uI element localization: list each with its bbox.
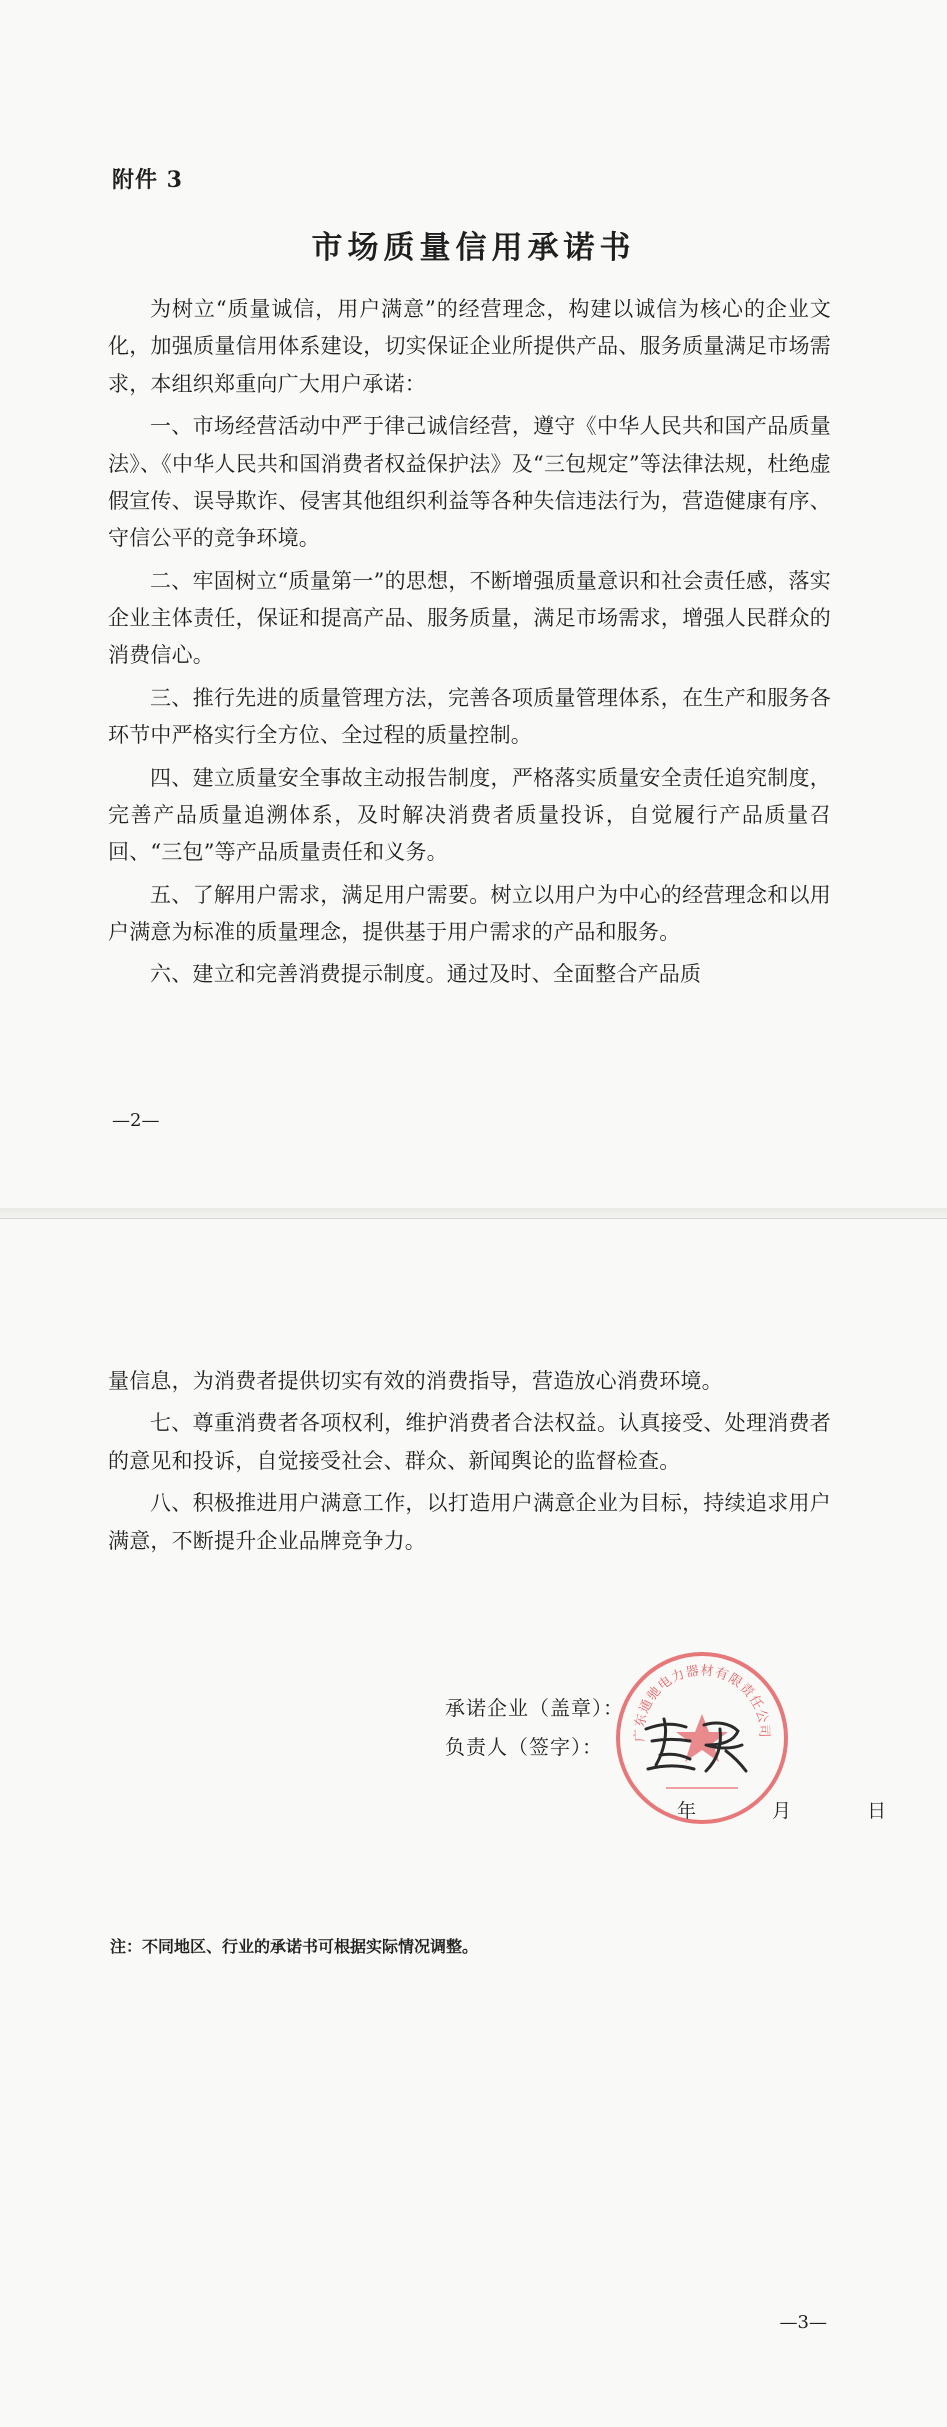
- seal-text: 广东通驰电力器材有限责任公司: [632, 1663, 772, 1743]
- commitment-paragraph-7: 七、尊重消费者各项权利，维护消费者合法权益。认真接受、处理消费者的意见和投诉，自觉接受社会、群众、新闻舆论的监督检查。: [108, 1411, 831, 1473]
- commitment-paragraph-5: 五、了解用户需求，满足用户需要。树立以用户为中心的经营理念和以用户满意为标准的质量理念，提供基于用户需求的产品和服务。: [108, 882, 831, 944]
- commitment-paragraph-6-start: 六、建立和完善消费提示制度。通过及时、全面整合产品质: [150, 962, 702, 987]
- date-year: 年: [677, 1800, 697, 1822]
- commitment-paragraph-4: 四、建立质量安全事故主动报告制度，严格落实质量安全责任追究制度，完善产品质量追溯体系，及时解决消费者质量投诉，自觉履行产品质量召回、“三包”等产品质量责任和义务。: [108, 765, 831, 865]
- company-seal-label: 承诺企业（盖章）：: [445, 1696, 624, 1720]
- page-gap: [0, 1208, 947, 1218]
- page2-body: [108, 1363, 831, 1565]
- document-page-2: [0, 0, 947, 1208]
- commitment-paragraph-2: 二、牢固树立“质量第一”的思想，不断增强质量意识和社会责任感，落实企业主体责任，保证和提高产品、服务质量，满足市场需求，增强人民群众的消费信心。: [108, 568, 831, 668]
- document-page-3: [0, 1218, 947, 2427]
- page-number: —3—: [779, 2312, 827, 2333]
- commitment-paragraph-6-end: 量信息，为消费者提供切实有效的消费指导，营造放心消费环境。: [108, 1369, 723, 1393]
- document-title: 市场质量信用承诺书: [311, 230, 636, 266]
- annex-label: 附件 3: [112, 167, 183, 193]
- commitment-paragraph-3: 三、推行先进的质量管理方法，完善各项质量管理体系，在生产和服务各环节中严格实行全方位、全过程的质量控制。: [108, 685, 831, 748]
- commitment-paragraph-8: 八、积极推进用户满意工作，以打造用户满意企业为目标，持续追求用户满意，不断提升企业品牌竞争力。: [108, 1491, 831, 1553]
- page1-body: [108, 291, 831, 999]
- intro-paragraph: 为树立“质量诚信，用户满意”的经营理念，构建以诚信为核心的企业文化，加强质量信用体系建设，切实保证企业所提供产品、服务质量满足市场需求，本组织郑重向广大用户承诺：: [108, 297, 831, 396]
- handwritten-signature: [634, 1711, 752, 1775]
- leader-signature-label: 负责人（签字）：: [445, 1735, 603, 1759]
- date-line: [677, 1796, 886, 1823]
- date-day: 日: [867, 1800, 887, 1822]
- page-number: —2—: [112, 1110, 160, 1131]
- footnote: 注：不同地区、行业的承诺书可根据实际情况调整。: [110, 1937, 479, 1956]
- date-month: 月: [772, 1800, 792, 1822]
- commitment-paragraph-1: 一、市场经营活动中严于律己诚信经营，遵守《中华人民共和国产品质量法》、《中华人民共和国消费者权益保护法》及“三包规定”等法律法规，杜绝虚假宣传、误导欺诈、侵害其他组织利益等各种失信违法行为，营造健康有序、守信公平的竞争环境。: [108, 414, 831, 551]
